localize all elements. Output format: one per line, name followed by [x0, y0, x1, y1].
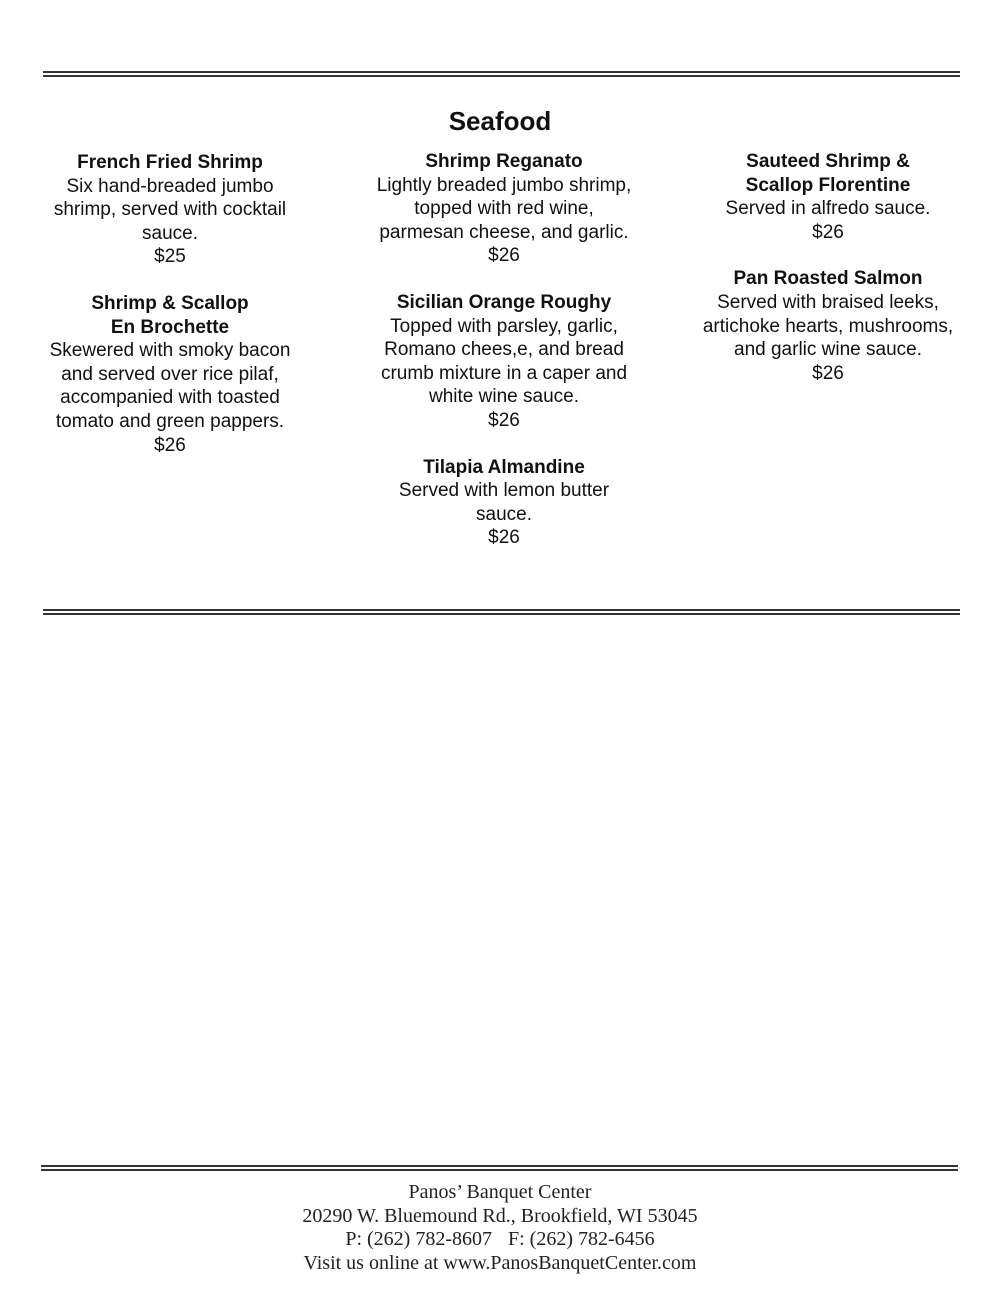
footer	[0, 1181, 1000, 1275]
menu-column-3	[693, 150, 963, 408]
menu-item-name: Sicilian Orange Roughy	[396, 291, 612, 313]
menu-item-name: Tilapia Almandine	[423, 456, 585, 478]
address: 20290 W. Bluemound Rd., Brookfield, WI 53045	[302, 1204, 698, 1227]
menu-item	[693, 150, 963, 244]
menu-item-price: $26	[812, 362, 844, 384]
menu-item-price: $26	[488, 409, 520, 431]
menu-item-name: Pan Roasted Salmon	[733, 268, 923, 290]
footer-double-rule	[41, 1165, 958, 1171]
menu-item-description: Topped with parsley, garlic, Romano chees,e, and bread crumb mixture in a caper and white wine sauce.	[380, 315, 628, 408]
phone-number: P: (262) 782-8607	[345, 1228, 492, 1250]
menu-item-description: Skewered with smoky bacon and served over rice pilaf, accompanied with toasted tomato and green pappers.	[49, 340, 291, 432]
menu-item-description: Served in alfredo sauce.	[725, 198, 931, 220]
menu-item-price: $26	[488, 527, 520, 549]
middle-double-rule	[43, 609, 960, 615]
menu-item-price: $26	[488, 245, 520, 267]
menu-item-name: French Fried Shrimp	[77, 152, 263, 173]
menu-item-name: Shrimp Reganato	[425, 151, 583, 172]
website-line: Visit us online at www.PanosBanquetCenter.com	[303, 1251, 697, 1274]
menu-item	[370, 456, 638, 550]
menu-item	[40, 292, 300, 457]
top-double-rule	[43, 71, 960, 77]
menu-column-1	[40, 151, 300, 480]
section-title: Seafood	[448, 106, 552, 136]
menu-item-price: $26	[812, 221, 844, 243]
menu-item	[370, 291, 638, 433]
fax-number: F: (262) 782-6456	[508, 1228, 655, 1250]
menu-item-description: Served with lemon butter sauce.	[398, 480, 610, 525]
menu-item-name: Shrimp & Scallop En Brochette	[91, 292, 249, 338]
menu-column-2	[370, 150, 638, 573]
menu-item-description: Six hand-breaded jumbo shrimp, served with cocktail sauce.	[53, 175, 287, 244]
business-name: Panos’ Banquet Center	[408, 1181, 592, 1203]
menu-item-description: Served with braised leeks, artichoke hearts, mushrooms, and garlic wine sauce.	[702, 291, 954, 361]
contact-line	[0, 1228, 1000, 1252]
menu-item	[370, 150, 638, 268]
menu-item-description: Lightly breaded jumbo shrimp, topped with red wine, parmesan cheese, and garlic.	[376, 174, 632, 243]
menu-item-price: $25	[154, 246, 186, 268]
menu-item	[40, 151, 300, 269]
menu-item-price: $26	[154, 434, 186, 456]
menu-item	[693, 267, 963, 385]
menu-item-name: Sauteed Shrimp & Scallop Florentine	[745, 151, 911, 196]
